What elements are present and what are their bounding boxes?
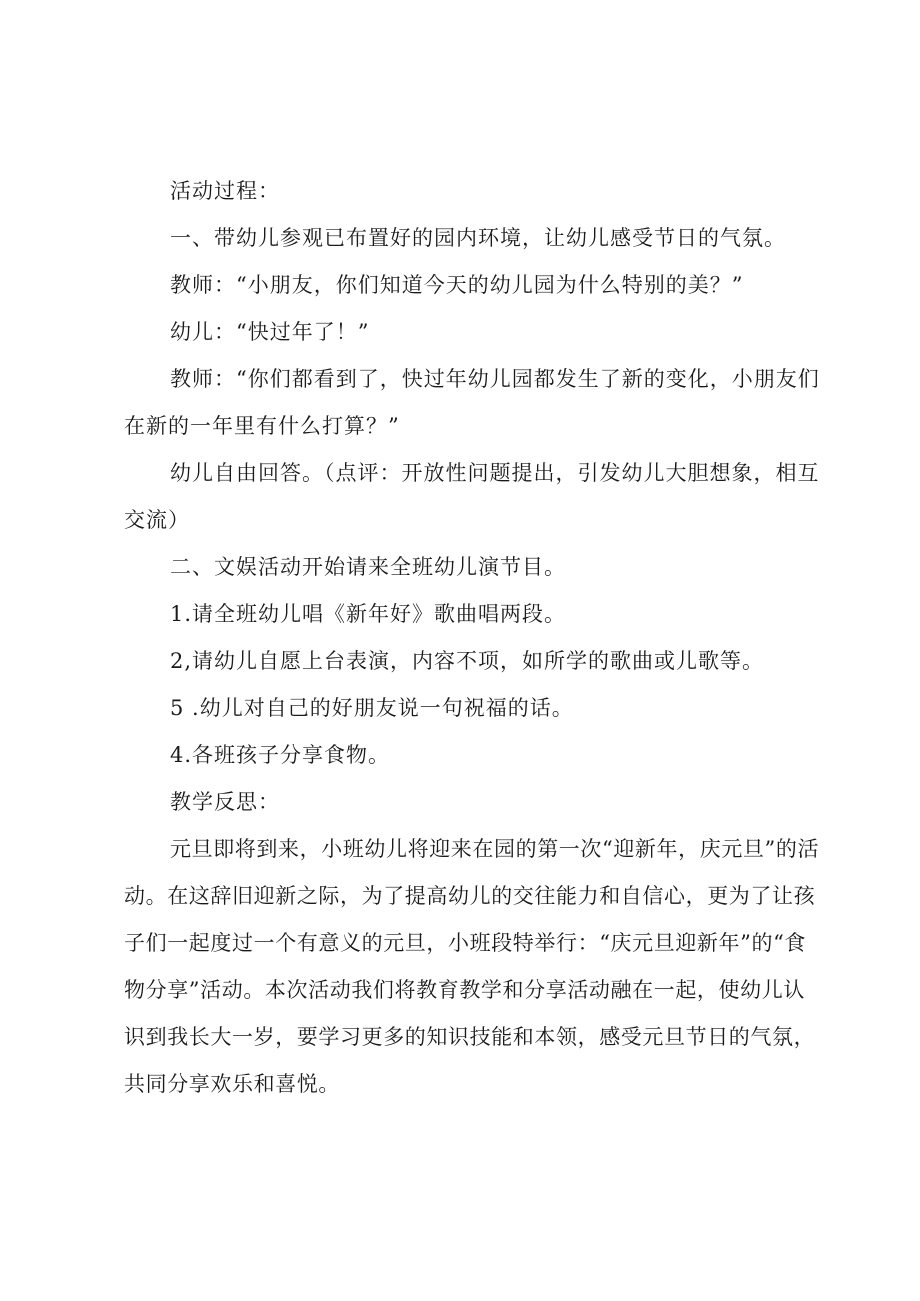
step-one-paragraph: 一、带幼儿参观已布置好的园内环境，让幼儿感受节日的气氛。 bbox=[170, 226, 786, 250]
teacher-dialogue-2: 教师：“你们都看到了，快过年幼儿园都发生了新的变化，小朋友们在新的一年里有什么打算？” bbox=[124, 367, 820, 438]
step-two-paragraph: 二、文娱活动开始请来全班幼儿演节目。 bbox=[170, 555, 566, 579]
reflection-paragraph: 元旦即将到来，小班幼儿将迎来在园的第一次“迎新年，庆元旦”的活动。在这辞旧迎新之际，为了提高幼儿的交往能力和自信心，更为了让孩子们一起度过一个有意义的元旦，小班段特举行：“庆元旦迎新年”的“食物分享”活动。本次活动我们将教育教学和分享活动融在一起，使幼儿认识到我长大一岁，要学习更多的知识技能和本领，感受元旦节日的气氛，共同分享欢乐和喜悦。 bbox=[124, 837, 820, 1096]
section-heading-reflection: 教学反思： bbox=[170, 790, 280, 814]
child-dialogue: 幼儿：“快过年了！” bbox=[170, 320, 370, 344]
child-answer-comment: 幼儿自由回答。（点评：开放性问题提出，引发幼儿大胆想象，相互交流） bbox=[124, 461, 820, 532]
section-heading-process: 活动过程： bbox=[170, 179, 280, 203]
list-item-2: 2,请幼儿自愿上台表演，内容不项，如所学的歌曲或儿歌等。 bbox=[170, 649, 765, 673]
list-item-1: 1.请全班幼儿唱《新年好》歌曲唱两段。 bbox=[170, 602, 567, 626]
document-page bbox=[124, 168, 824, 1108]
list-item-3: 5 .幼儿对自己的好朋友说一句祝福的话。 bbox=[170, 696, 574, 720]
list-item-4: 4.各班孩子分享食物。 bbox=[170, 743, 391, 767]
teacher-dialogue-1: 教师：“小朋友，你们知道今天的幼儿园为什么特别的美？” bbox=[170, 273, 744, 297]
